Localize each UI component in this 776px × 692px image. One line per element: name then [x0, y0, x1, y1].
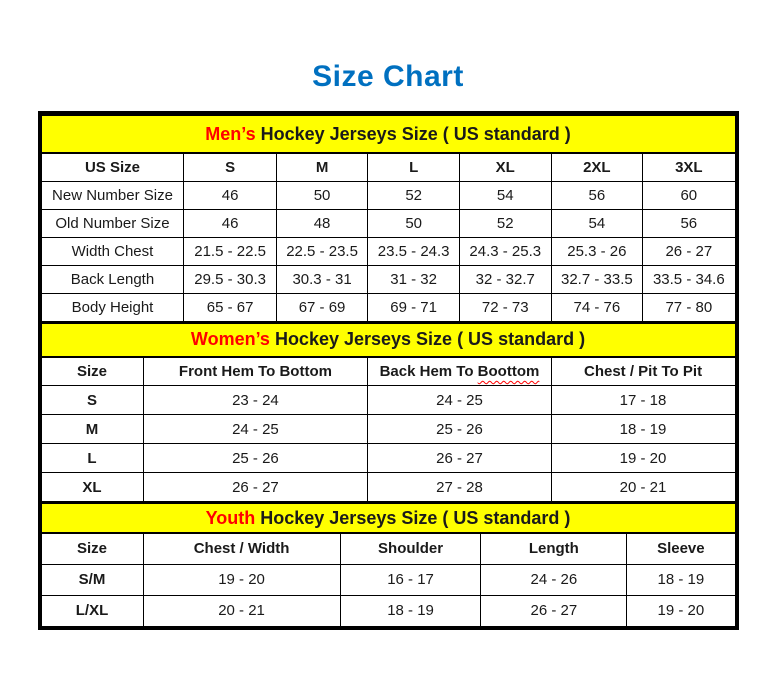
mens-size-table — [41, 114, 736, 322]
mens-value-cell: 50 — [368, 209, 460, 237]
womens-column-header-label: Front Hem To Bottom — [178, 362, 332, 380]
womens-size-table — [41, 322, 736, 503]
youth-column-header — [143, 533, 340, 564]
youth-column-header-label: Shoulder — [378, 540, 444, 558]
mens-value-cell: 46 — [184, 209, 276, 237]
youth-value-cell: 18 - 19 — [340, 595, 481, 626]
youth-column-header — [41, 533, 143, 564]
youth-title-highlight: Youth — [205, 507, 256, 528]
mens-value-cell: 32 - 32.7 — [459, 265, 551, 293]
youth-column-header — [481, 533, 627, 564]
womens-column-header — [143, 357, 368, 386]
mens-column-header — [643, 153, 735, 181]
mens-column-header-label: L — [409, 158, 419, 176]
womens-column-header — [551, 357, 735, 386]
youth-row-label: L/XL — [41, 595, 143, 626]
womens-column-header-label: Chest / Pit To Pit — [584, 362, 703, 380]
mens-value-cell: 24.3 - 25.3 — [459, 237, 551, 265]
youth-row-label: S/M — [41, 564, 143, 595]
womens-value-cell: 19 - 20 — [551, 444, 735, 473]
mens-section-banner-row — [41, 115, 735, 153]
youth-column-header — [340, 533, 481, 564]
mens-column-header-label: 2XL — [583, 158, 611, 176]
womens-row-label: XL — [41, 473, 143, 502]
mens-row-label: Back Length — [41, 265, 184, 293]
womens-row-label: S — [41, 386, 143, 415]
womens-column-header-misspelled-word: Boottom — [477, 362, 540, 380]
size-chart-tables — [38, 111, 739, 630]
womens-section-title — [41, 323, 735, 357]
mens-column-header — [41, 153, 184, 181]
youth-value-cell: 19 - 20 — [627, 595, 735, 626]
youth-column-header — [627, 533, 735, 564]
mens-header-row — [41, 153, 735, 181]
womens-column-header-label: Back Hem To — [379, 362, 478, 380]
mens-column-header — [368, 153, 460, 181]
mens-column-header — [276, 153, 368, 181]
mens-value-cell: 67 - 69 — [276, 293, 368, 321]
youth-column-header-label: Length — [528, 540, 579, 558]
youth-table-row — [41, 595, 735, 626]
womens-title-highlight: Women’s — [190, 329, 270, 349]
womens-value-cell: 24 - 25 — [368, 386, 551, 415]
mens-value-cell: 32.7 - 33.5 — [551, 265, 643, 293]
mens-row-label: Body Height — [41, 293, 184, 321]
womens-row-label: L — [41, 444, 143, 473]
womens-title-rest: Hockey Jerseys Size ( US standard ) — [269, 329, 586, 349]
mens-value-cell: 48 — [276, 209, 368, 237]
mens-column-header — [551, 153, 643, 181]
youth-section-title — [41, 503, 735, 533]
mens-table-row — [41, 293, 735, 321]
womens-table-row — [41, 473, 735, 502]
youth-value-cell: 26 - 27 — [481, 595, 627, 626]
mens-value-cell: 33.5 - 34.6 — [643, 265, 735, 293]
mens-value-cell: 46 — [184, 181, 276, 209]
womens-table-row — [41, 386, 735, 415]
mens-title-highlight: Men’s — [205, 123, 256, 144]
mens-table-row — [41, 181, 735, 209]
mens-column-header — [184, 153, 276, 181]
mens-table-row — [41, 209, 735, 237]
youth-header-row — [41, 533, 735, 564]
womens-value-cell: 27 - 28 — [368, 473, 551, 502]
mens-row-label: New Number Size — [41, 181, 184, 209]
womens-table-row — [41, 444, 735, 473]
womens-column-header-label: Size — [77, 362, 108, 380]
womens-value-cell: 20 - 21 — [551, 473, 735, 502]
mens-title-rest: Hockey Jerseys Size ( US standard ) — [255, 123, 571, 144]
mens-value-cell: 77 - 80 — [643, 293, 735, 321]
mens-column-header-label: M — [315, 158, 329, 176]
womens-section-banner-row — [41, 323, 735, 357]
mens-value-cell: 52 — [368, 181, 460, 209]
womens-column-header — [368, 357, 551, 386]
womens-value-cell: 25 - 26 — [143, 444, 368, 473]
mens-value-cell: 65 - 67 — [184, 293, 276, 321]
mens-column-header-label: US Size — [84, 158, 140, 176]
youth-value-cell: 24 - 26 — [481, 564, 627, 595]
mens-column-header — [459, 153, 551, 181]
womens-table-row — [41, 415, 735, 444]
youth-value-cell: 20 - 21 — [143, 595, 340, 626]
mens-value-cell: 60 — [643, 181, 735, 209]
mens-table-row — [41, 237, 735, 265]
youth-value-cell: 18 - 19 — [627, 564, 735, 595]
mens-value-cell: 56 — [551, 181, 643, 209]
mens-value-cell: 25.3 - 26 — [551, 237, 643, 265]
mens-value-cell: 74 - 76 — [551, 293, 643, 321]
page-title: Size Chart — [312, 60, 464, 93]
womens-column-header — [41, 357, 143, 386]
womens-header-row — [41, 357, 735, 386]
youth-column-header-label: Sleeve — [657, 540, 705, 558]
mens-value-cell: 69 - 71 — [368, 293, 460, 321]
youth-title-rest: Hockey Jerseys Size ( US standard ) — [255, 507, 571, 528]
womens-value-cell: 26 - 27 — [143, 473, 368, 502]
mens-section-title — [41, 115, 735, 153]
mens-column-header-label: 3XL — [675, 158, 703, 176]
womens-row-label: M — [41, 415, 143, 444]
mens-value-cell: 29.5 - 30.3 — [184, 265, 276, 293]
youth-value-cell: 19 - 20 — [143, 564, 340, 595]
youth-column-header-label: Size — [77, 540, 108, 558]
mens-table-row — [41, 265, 735, 293]
mens-value-cell: 50 — [276, 181, 368, 209]
mens-value-cell: 23.5 - 24.3 — [368, 237, 460, 265]
mens-row-label: Old Number Size — [41, 209, 184, 237]
mens-value-cell: 22.5 - 23.5 — [276, 237, 368, 265]
womens-value-cell: 25 - 26 — [368, 415, 551, 444]
youth-value-cell: 16 - 17 — [340, 564, 481, 595]
womens-value-cell: 26 - 27 — [368, 444, 551, 473]
youth-table-row — [41, 564, 735, 595]
mens-value-cell: 21.5 - 22.5 — [184, 237, 276, 265]
mens-row-label: Width Chest — [41, 237, 184, 265]
mens-value-cell: 31 - 32 — [368, 265, 460, 293]
mens-value-cell: 56 — [643, 209, 735, 237]
mens-value-cell: 26 - 27 — [643, 237, 735, 265]
mens-value-cell: 54 — [459, 181, 551, 209]
mens-value-cell: 54 — [551, 209, 643, 237]
mens-value-cell: 30.3 - 31 — [276, 265, 368, 293]
womens-value-cell: 18 - 19 — [551, 415, 735, 444]
youth-column-header-label: Chest / Width — [193, 540, 290, 558]
womens-value-cell: 23 - 24 — [143, 386, 368, 415]
youth-section-banner-row — [41, 503, 735, 533]
mens-value-cell: 72 - 73 — [459, 293, 551, 321]
mens-column-header-label: XL — [495, 158, 515, 176]
mens-column-header-label: S — [225, 158, 236, 176]
womens-value-cell: 17 - 18 — [551, 386, 735, 415]
youth-size-table — [41, 502, 736, 627]
womens-value-cell: 24 - 25 — [143, 415, 368, 444]
mens-value-cell: 52 — [459, 209, 551, 237]
